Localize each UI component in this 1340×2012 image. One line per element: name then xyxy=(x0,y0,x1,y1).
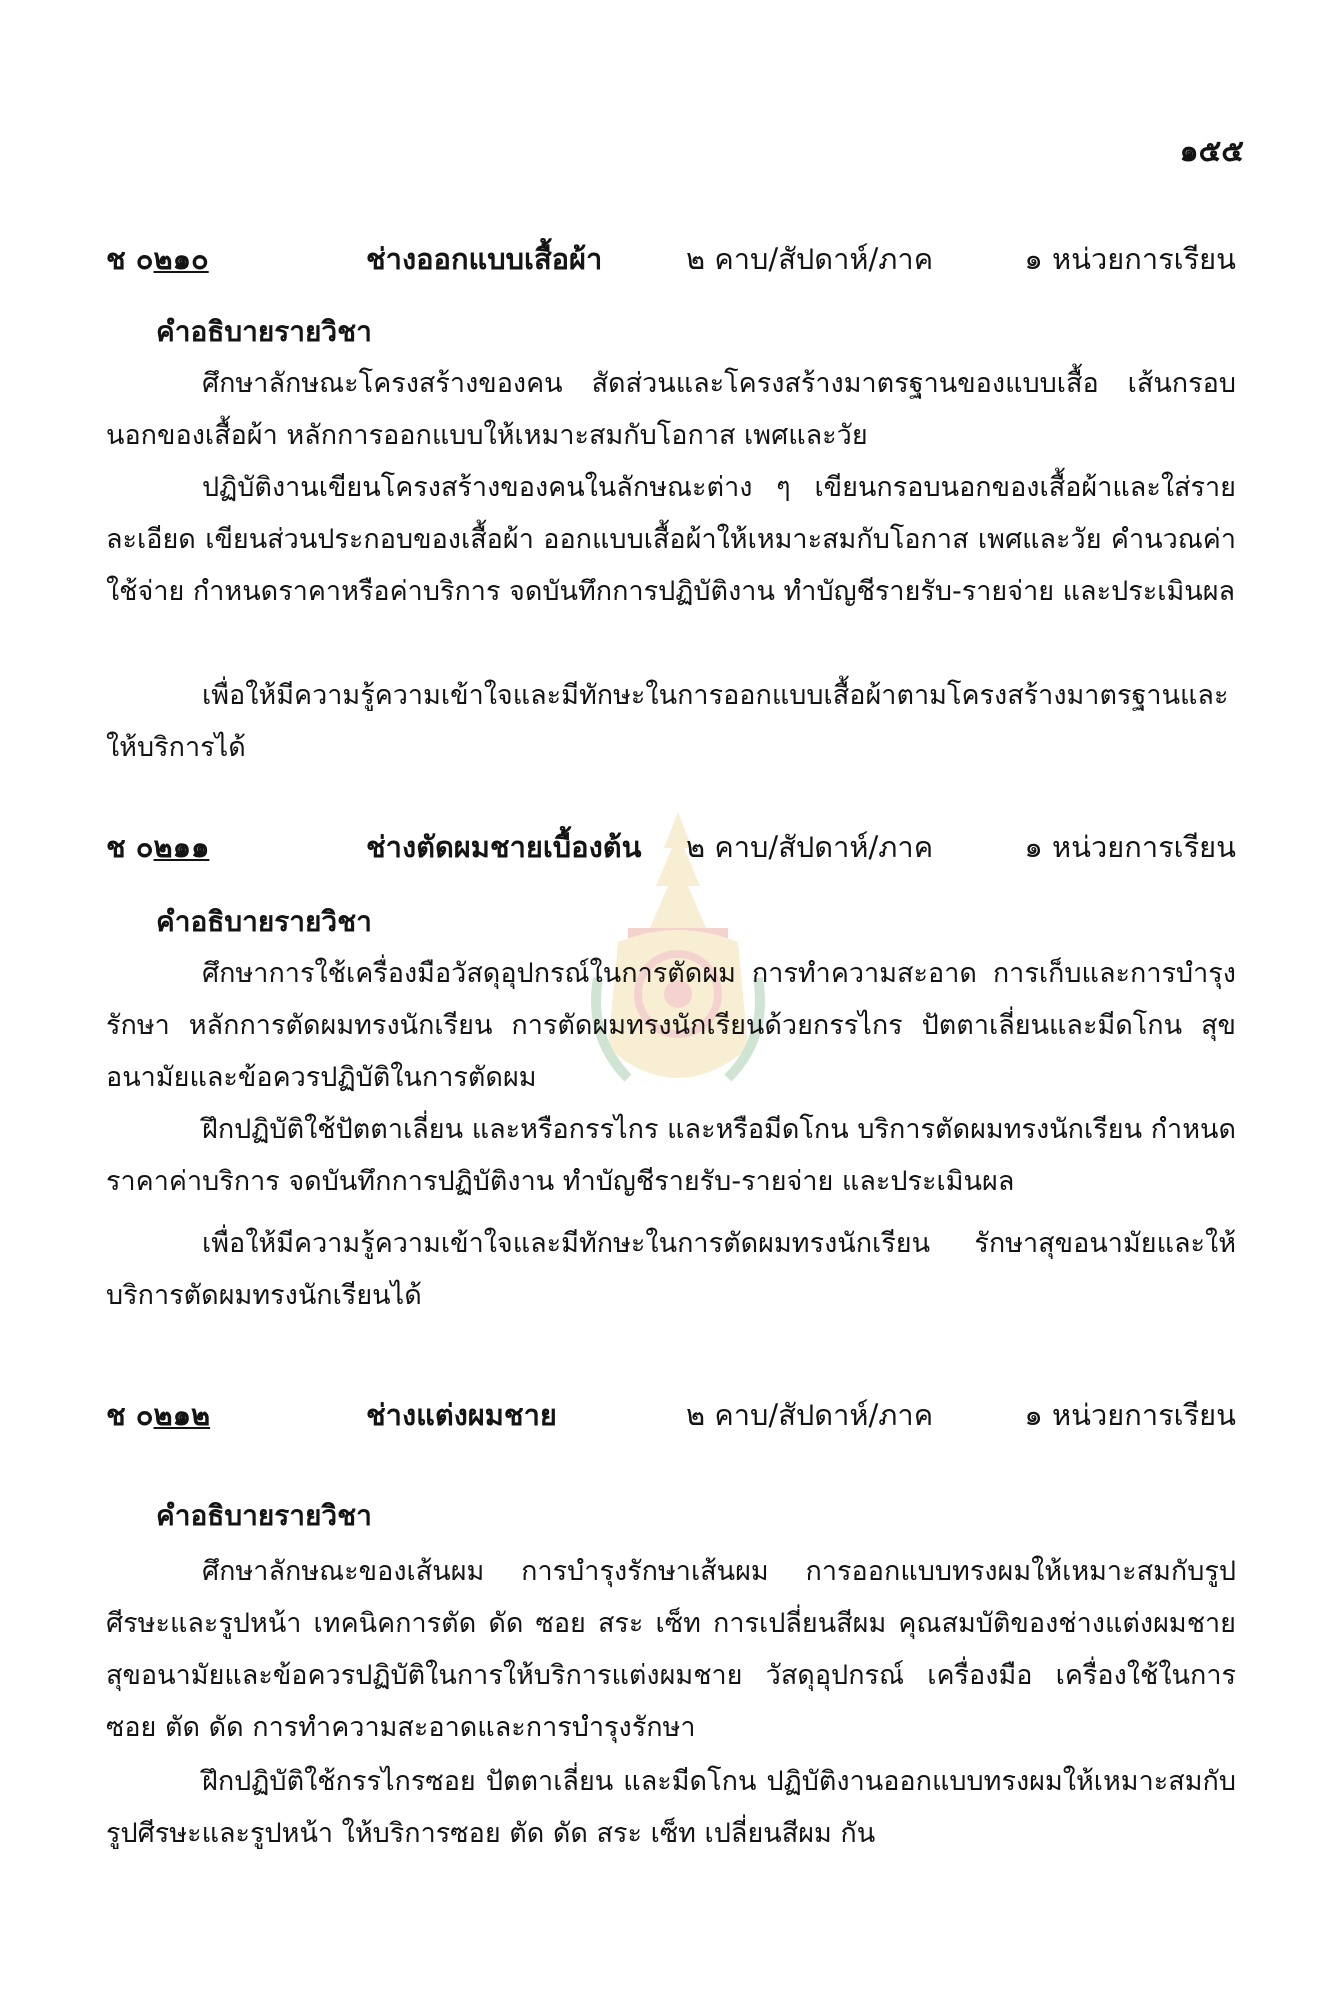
course-code: ช ๐๒๑๒ xyxy=(106,1398,211,1432)
practice-paragraph: ปฏิบัติงานเขียนโครงสร้างของคนในลักษณะต่าง ๆ เขียนกรอบนอกของเสื้อผ้าและใส่รายละเอียด เขียนส่วนประกอบของเสื้อผ้า ออกแบบเสื้อผ้าให้เหมาะสมกับโอกาส เพศและวัย คำนวณค่าใช้จ่าย กำหนดราคาหรือค่าบริการ จดบันทึกการปฏิบัติงาน ทำบัญชีรายรับ-รายจ่าย และประเมินผล xyxy=(106,472,1236,607)
course-header xyxy=(106,1392,1236,1448)
course-hours: ๒ คาบ/สัปดาห์/ภาค xyxy=(686,830,934,864)
course-hours: ๒ คาบ/สัปดาห์/ภาค xyxy=(686,242,934,276)
objective-paragraph: เพื่อให้มีความรู้ความเข้าใจและมีทักษะในการตัดผมทรงนักเรียน รักษาสุขอนามัยและให้บริการตัดผมทรงนักเรียนได้ xyxy=(106,1228,1236,1311)
description-heading: คำอธิบายรายวิชา xyxy=(156,1499,372,1532)
course-title: ช่างแต่งผมชาย xyxy=(366,1398,557,1432)
practice-paragraph: ฝึกปฏิบัติใช้ปัตตาเลี่ยน และหรือกรรไกร และหรือมีดโกน บริการตัดผมทรงนักเรียน กำหนดราคาค่าบริการ จดบันทึกการปฏิบัติงาน ทำบัญชีรายรับ-รายจ่าย และประเมินผล xyxy=(106,1114,1236,1197)
objective-paragraph: เพื่อให้มีความรู้ความเข้าใจและมีทักษะในการออกแบบเสื้อผ้าตามโครงสร้างมาตรฐานและให้บริการได้ xyxy=(106,680,1229,763)
course-header xyxy=(106,824,1236,880)
course-title: ช่างออกแบบเสื้อผ้า xyxy=(366,242,603,276)
practice-paragraph: ฝึกปฏิบัติใช้กรรไกรซอย ปัตตาเลี่ยน และมีดโกน ปฏิบัติงานออกแบบทรงผมให้เหมาะสมกับรูปศีรษะและรูปหน้า ให้บริการซอย ตัด ดัด สระ เซ็ท เปลี่ยนสีผม กัน xyxy=(106,1766,1236,1849)
page-number: ๑๕๕ xyxy=(1179,134,1244,169)
course-code: ช ๐๒๑๐ xyxy=(106,242,209,276)
description-paragraph: ศึกษาการใช้เครื่องมือวัสดุอุปกรณ์ในการตัดผม การทำความสะอาด การเก็บและการบำรุงรักษา หลักการตัดผมทรงนักเรียน การตัดผมทรงนักเรียนด้วยกรรไกร ปัตตาเลี่ยนและมีดโกน สุขอนามัยและข้อควรปฏิบัติในการตัดผม xyxy=(106,958,1236,1093)
course-hours: ๒ คาบ/สัปดาห์/ภาค xyxy=(686,1398,934,1432)
description-paragraph: ศึกษาลักษณะของเส้นผม การบำรุงรักษาเส้นผม การออกแบบทรงผมให้เหมาะสมกับรูปศีรษะและรูปหน้า เทคนิคการตัด ดัด ซอย สระ เซ็ท การเปลี่ยนสีผม คุณสมบัติของช่างแต่งผมชาย สุขอนามัยและข้อควรปฏิบัติในการให้บริการแต่งผมชาย วัสดุอุปกรณ์ เครื่องมือ เครื่องใช้ในการซอย ตัด ดัด การทำความสะอาดและการบำรุงรักษา xyxy=(106,1556,1236,1743)
course-credits: ๑ หน่วยการเรียน xyxy=(1024,242,1236,276)
course-credits: ๑ หน่วยการเรียน xyxy=(1024,1398,1236,1432)
course-credits: ๑ หน่วยการเรียน xyxy=(1024,830,1236,864)
description-paragraph: ศึกษาลักษณะโครงสร้างของคน สัดส่วนและโครงสร้างมาตรฐานของแบบเสื้อ เส้นกรอบนอกของเสื้อผ้า หลักการออกแบบให้เหมาะสมกับโอกาส เพศและวัย xyxy=(106,368,1236,451)
course-title: ช่างตัดผมชายเบื้องต้น xyxy=(366,830,642,864)
course-header xyxy=(106,236,1236,292)
description-heading: คำอธิบายรายวิชา xyxy=(156,905,372,938)
description-heading: คำอธิบายรายวิชา xyxy=(156,315,372,348)
course-code: ช ๐๒๑๑ xyxy=(106,830,210,864)
